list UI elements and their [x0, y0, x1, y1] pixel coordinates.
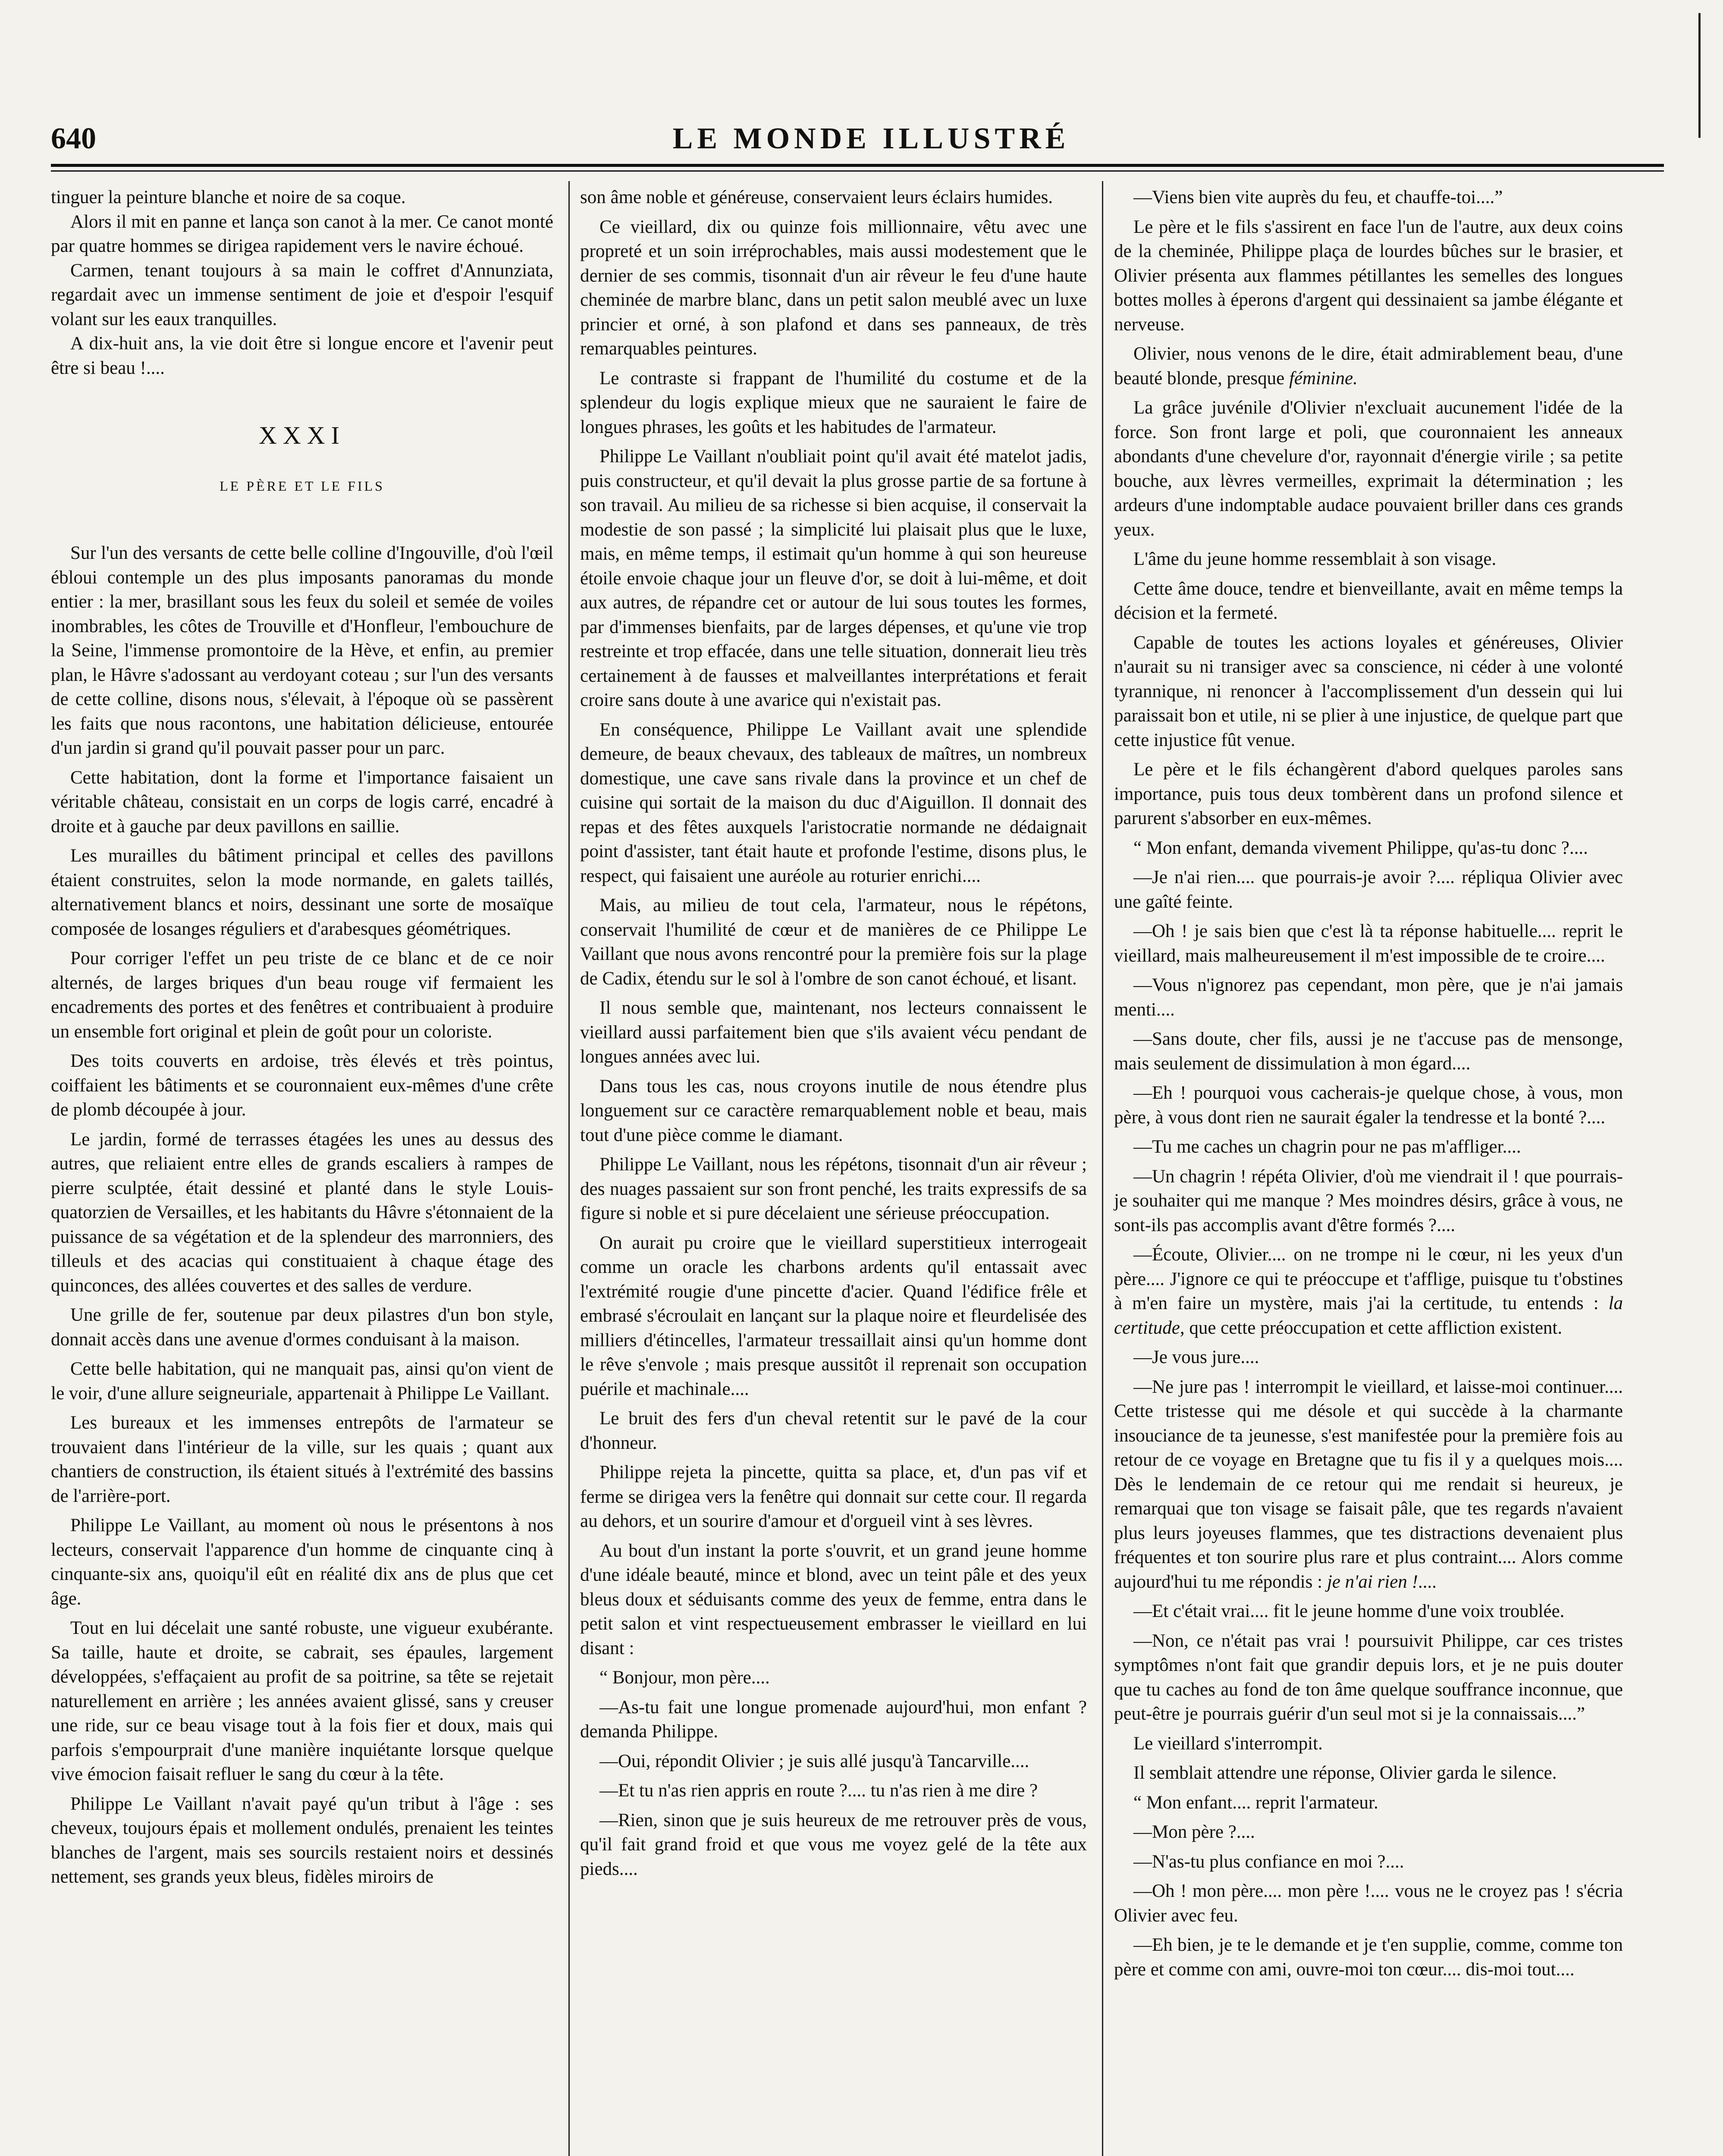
dialogue-line: “ Mon enfant, demanda vivement Philippe, qu'as-tu donc ?....: [1133, 837, 1588, 858]
paragraph: Le contraste si frappant de l'humilité du costume et de la splendeur du logis explique mieux que ne sauraient le faire de longues phrases, les goûts et les habitudes de l'armateur.: [580, 368, 1087, 437]
text-column-1: [51, 185, 553, 1890]
paragraph: Le jardin, formé de terrasses étagées les unes au dessus des autres, que reliaient entre elles de grands escaliers à rampes de pierre sculptée, était dessiné et planté dans le style Louis-quatorzien de Versailles, et les habitants du Hâvre s'étonnaient de la puissance de sa végétation et de la splendeur des marronniers, des tilleuls et des acacias qui constituaient à chaque étage des quinconces, des allées couvertes et des salles de verdure.: [51, 1129, 553, 1296]
paragraph: son âme noble et généreuse, conservaient leurs éclairs humides.: [580, 187, 1053, 207]
paragraph: Cette belle habitation, qui ne manquait pas, ainsi qu'on vient de le voir, d'une allure seigneuriale, appartenait à Philippe Le Vaillant.: [51, 1359, 553, 1404]
paragraph: Sur l'un des versants de cette belle colline d'Ingouville, d'où l'œil ébloui contemple un des plus imposants panoramas du monde entier : la mer, brasillant sous les feux du soleil et semée de voiles inombrables, les côtes de Trouville et d'Honfleur, l'embouchure de la Seine, l'immense promontoire de la Hève, et enfin, au premier plan, le Hâvre s'adossant au verdoyant coteau ; sur l'un des versants de cette colline, disons nous, s'élevait, à l'époque où se passèrent les faits que nous racontons, une habitation délicieuse, entourée d'un jardin si grand qu'il pouvait passer pour un parc.: [51, 543, 553, 758]
binding-edge-mark: [1698, 13, 1701, 138]
paragraph: Les murailles du bâtiment principal et celles des pavillons étaient construites, selon la mode normande, en galets taillés, alternativement blancs et noirs, dessinant une sorte de mosaïque composée de losanges réguliers et d'arabesques géométriques.: [51, 846, 553, 939]
paragraph: Le père et le fils s'assirent en face l'un de l'autre, aux deux coins de la cheminée, Philippe plaça de lourdes bûches sur le brasier, et Olivier présenta aux flammes pétillantes les semelles des longues bottes molles à éperons d'argent qui dessinaient sa jambe élégante et nerveuse.: [1114, 216, 1623, 335]
dialogue-line: —Eh bien, je te le demande et je t'en supplie, comme, comme ton père et comme con ami, ouvre-moi ton cœur.... dis-moi tout....: [1114, 1935, 1623, 1980]
paragraph: Une grille de fer, soutenue par deux pilastres d'un bon style, donnait accès dans une avenue d'ormes conduisant à la maison.: [51, 1305, 553, 1350]
dialogue-line: —Oh ! je sais bien que c'est là ta réponse habituelle.... reprit le vieillard, mais malheureusement il m'est impossible de te croire....: [1114, 921, 1623, 966]
paragraph: Tout en lui décelait une santé robuste, une vigueur exubérante. Sa taille, haute et droite, se cabrait, ses épaules, largement développées, s'effaçaient au profit de sa poitrine, sa tête se rejetait naturellement en arrière ; les années avaient glissé, sans y creuser une ride, sur ce beau visage tout à la fois fier et doux, mais qui parfois s'empourprait d'une manière inquiétante lorsque quelque vive émocion faisait refluer le sang du cœur à la tête.: [51, 1618, 553, 1784]
chapter-number: XXXI: [259, 421, 345, 449]
dialogue-line: —Oh ! mon père.... mon père !.... vous ne le croyez pas ! s'écria Olivier avec feu.: [1114, 1881, 1623, 1926]
paragraph: Le vieillard s'interrompit.: [1133, 1733, 1323, 1754]
paragraph: Le bruit des fers d'un cheval retentit sur le pavé de la cour d'honneur.: [580, 1408, 1087, 1453]
text-run: ....: [1418, 1571, 1437, 1592]
dialogue-line: “ Bonjour, mon père....: [599, 1667, 770, 1688]
dialogue-line: [1114, 1375, 1623, 1595]
paragraph: Pour corriger l'effet un peu triste de ce blanc et de ce noir alternés, de larges briques d'un beau rouge vif fermaient les encadrements des portes et des fenêtres et contribuaient à produire un ensemble fort original et plein de goût pour un coloriste.: [51, 948, 553, 1042]
paragraph: Le père et le fils échangèrent d'abord quelques paroles sans importance, puis tous deux tombèrent dans un profond silence et parurent s'absorber en eux-mêmes.: [1114, 759, 1623, 828]
italic-emphasis: je n'ai rien !: [1327, 1571, 1418, 1592]
paragraph: Philippe Le Vaillant n'avait payé qu'un tribut à l'âge : ses cheveux, toujours épais et mollement ondulés, prenaient les teintes blanches de l'argent, mais ses sourcils restaient noirs et dessinés nettement, ses grands yeux bleus, fidèles miroirs de: [51, 1793, 553, 1887]
paragraph: [1114, 342, 1623, 391]
italic-emphasis: la certitude: [1114, 1293, 1623, 1338]
paragraph: La grâce juvénile d'Olivier n'excluait aucunement l'idée de la force. Son front large et poli, que couronnaient les anneaux abondants d'une chevelure d'or, rayonnait d'énergie virile ; sa petite bouche, aux lèvres vermeilles, exprimait la détermination ; les ardeurs d'une indomptable audace pouvaient briller dans ces grands yeux.: [1114, 398, 1623, 540]
text-run: —Écoute, Olivier.... on ne trompe ni le cœur, ni les yeux d'un père.... J'ignore ce qui te préoccupe et t'afflige, puisque tu t'obstines à m'en faire un mystère, mais j'ai la certitude, tu entends :: [1114, 1244, 1623, 1313]
paragraph: On aurait pu croire que le vieillard superstitieux interrogeait comme un oracle les charbons ardents qu'il entassait avec l'extrémité rougie d'une pincette d'acier. Quand l'édifice frêle et embrasé s'écroulait en lançant sur la plaque noire et fleurdelisée des milliers d'étincelles, l'armateur tressaillait ainsi qu'un homme dont le rêve s'envole ; mais presque aussitôt il reprenait son occupation puérile et machinale....: [580, 1232, 1087, 1399]
paragraph: Philippe Le Vaillant, au moment où nous le présentons à nos lecteurs, conservait l'apparence d'un homme de cinquante cinq à cinquante-six ans, quoiqu'il eût en réalité dix ans de plus que cet âge.: [51, 1515, 553, 1609]
column-divider: [1102, 181, 1103, 2156]
dialogue-line: —N'as-tu plus confiance en moi ?....: [1133, 1851, 1404, 1872]
dialogue-line: —Je n'ai rien.... que pourrais-je avoir ?.... répliqua Olivier avec une gaîté feinte.: [1114, 867, 1623, 912]
paragraph: Dans tous les cas, nous croyons inutile de nous étendre plus longuement sur ce caractère remarquablement noble et beau, mais tout d'une pièce comme le diamant.: [580, 1076, 1087, 1145]
header-rule-thin: [51, 170, 1664, 172]
paragraph: Philippe rejeta la pincette, quitta sa place, et, d'un pas vif et ferme se dirigea vers la fenêtre qui donnait sur cette cour. Il regarda au dehors, et un sourire d'amour et d'orgueil vint à ses lèvres.: [580, 1462, 1087, 1531]
paragraph: Les bureaux et les immenses entrepôts de l'armateur se trouvaient dans l'intérieur de la ville, sur les quais ; quant aux chantiers de construction, ils étaient situés à l'extrémité des bassins de l'arrière-port.: [51, 1413, 553, 1506]
text-run: —Ne jure pas ! interrompit le vieillard, et laisse-moi continuer.... Cette tristesse qui me désole et qui succède à la charmante insouciance de ta jeunesse, s'est manifestée pour la première fois au retour de ce voyage en Bretagne que tu fis il y a quelques mois.... Dès le lendemain de ce retour qui me rendait si heureux, je remarquai que ton visage se faisait pâle, que tes regards n'avaient plus leurs joyeuses flammes, que tes distractions devenaient plus fréquentes et ton sourire plus rare et plus contraint.... Alors comme aujourd'hui tu me répondis :: [1114, 1376, 1623, 1592]
paragraph: Cette habitation, dont la forme et l'importance faisaient un véritable château, consistait en un corps de logis carré, encadré à droite et à gauche par deux pavillons en saillie.: [51, 767, 553, 837]
paragraph: En conséquence, Philippe Le Vaillant avait une splendide demeure, de beaux chevaux, des tableaux de maîtres, un nombreux domestique, une cave sans rivale dans la province et un chef de cuisine qui sortait de la maison du duc d'Aiguillon. Il donnait des repas et des fêtes auxquels l'aristocratie normande ne dédaignait point d'assister, tant était haute et profonde l'estime, disons plus, le respect, qui faisaient une auréole au roturier enrichi....: [580, 719, 1087, 886]
paragraph: Capable de toutes les actions loyales et généreuses, Olivier n'aurait su ni transiger avec sa conscience, ni céder à une volonté tyrannique, ni renoncer à l'accomplissement d'un dessein qui lui paraissait bon et utile, ni se plier à une injustice, de quelque part que cette injustice fût venue.: [1114, 632, 1623, 750]
dialogue-line: —Vous n'ignorez pas cependant, mon père, que je n'ai jamais menti....: [1114, 975, 1623, 1020]
dialogue-line: —Rien, sinon que je suis heureux de me retrouver près de vous, qu'il fait grand froid et que vous me voyez gelé de la tête aux pieds....: [580, 1810, 1087, 1879]
paragraph: Alors il mit en panne et lança son canot à la mer. Ce canot monté par quatre hommes se dirigea rapidement vers le navire échoué.: [51, 211, 553, 256]
dialogue-line: —Tu me caches un chagrin pour ne pas m'affliger....: [1133, 1137, 1521, 1157]
dialogue-line: —Oui, répondit Olivier ; je suis allé jusqu'à Tancarville....: [599, 1751, 1029, 1771]
page-number: 640: [51, 122, 96, 155]
paragraph: Philippe Le Vaillant, nous les répétons, tisonnait d'un air rêveur ; des nuages passaient sur son front penché, les traits expressifs de sa figure si noble et si pure décelaient une sérieuse préoccupation.: [580, 1154, 1087, 1223]
paragraph: Ce vieillard, dix ou quinze fois millionnaire, vêtu avec une propreté et un soin irréprochables, mais aussi modestement que le dernier de ses commis, tisonnait d'un air rêveur le feu d'une haute cheminée de marbre blanc, dans un petit salon meublé avec un luxe princier et orné, à son plafond et dans ses panneaux, de très remarquables peintures.: [580, 216, 1087, 359]
dialogue-line: [1114, 1243, 1623, 1340]
header-rule-thick: [51, 164, 1664, 167]
text-run: , que cette préoccupation et cette affliction existent.: [1180, 1317, 1563, 1338]
dialogue-line: —Eh ! pourquoi vous cacherais-je quelque chose, à vous, mon père, à vous dont rien ne saurait égaler la tendresse et la bonté ?....: [1114, 1083, 1623, 1128]
chapter-title: LE PÈRE ET LE FILS: [220, 478, 385, 494]
paragraph: Mais, au milieu de tout cela, l'armateur, nous le répétons, conservait l'humilité de cœur et de manières de ce Philippe Le Vaillant que nous avons rencontré pour la première fois sur la plage de Cadix, étendu sur le sol à l'ombre de son canot échoué, et lisant.: [580, 895, 1087, 989]
paragraph: Il semblait attendre une réponse, Olivier garda le silence.: [1133, 1763, 1557, 1783]
dialogue-line: —Viens bien vite auprès du feu, et chauffe-toi....”: [1133, 187, 1503, 207]
paragraph: Des toits couverts en ardoise, très élevés et très pointus, coiffaient les bâtiments et se couronnaient eux-mêmes d'une crête de plomb découpée à jour.: [51, 1051, 553, 1120]
paragraph: Il nous semble que, maintenant, nos lecteurs connaissent le vieillard aussi parfaitement bien que s'ils avaient vécu pendant de longues années avec lui.: [580, 998, 1087, 1067]
dialogue-line: —Et tu n'as rien appris en route ?.... tu n'as rien à me dire ?: [599, 1780, 1038, 1801]
text-column-3: [1114, 185, 1623, 1982]
dialogue-line: —Non, ce n'était pas vrai ! poursuivit Philippe, car ces tristes symptômes n'ont fait que grandir depuis lors, et je ne puis douter que tu caches au fond de ton âme quelque souffrance inconnue, que peut-être je pourrais guérir d'un seul mot si je la connaissais....”: [1114, 1630, 1623, 1724]
dialogue-line: “ Mon enfant.... reprit l'armateur.: [1133, 1792, 1378, 1813]
journal-title: LE MONDE ILLUSTRÉ: [672, 122, 1070, 155]
dialogue-line: —Et c'était vrai.... fit le jeune homme d'une voix troublée.: [1133, 1601, 1565, 1621]
paragraph: tinguer la peinture blanche et noire de sa coque.: [51, 187, 406, 207]
paragraph: L'âme du jeune homme ressemblait à son visage.: [1133, 549, 1497, 569]
paragraph: A dix-huit ans, la vie doit être si longue encore et l'avenir peut être si beau !....: [51, 333, 553, 378]
dialogue-line: —Je vous jure....: [1133, 1347, 1259, 1367]
dialogue-line: —Mon père ?....: [1133, 1822, 1255, 1842]
paragraph: Cette âme douce, tendre et bienveillante, avait en même temps la décision et la fermeté.: [1114, 578, 1623, 623]
paragraph: Philippe Le Vaillant n'oubliait point qu'il avait été matelot jadis, puis constructeur, et qu'il devait la plus grosse partie de sa fortune à son travail. Au milieu de sa richesse si bien acquise, il conservait la modestie de son passé ; la simplicité lui plaisait plus que le luxe, mais, en même temps, il estimait qu'un homme à qui son heureuse étoile envoie chaque jour un fleuve d'or, se doit à lui-même, et doit aux autres, de répandre cet or autour de lui sous toutes les formes, par d'immenses bienfaits, par de larges dépenses, et qu'une vie trop restreinte et trop effacée, dans une telle situation, donnerait lieu très certainement à de fausses et malveillantes interprétations et ferait croire sans doute à une avarice qui n'existait pas.: [580, 446, 1087, 710]
text-run: Olivier, nous venons de le dire, était admirablement beau, d'une beauté blonde, presque: [1114, 344, 1623, 389]
paragraph: Au bout d'un instant la porte s'ouvrit, et un grand jeune homme d'une idéale beauté, mince et blond, avec un teint pâle et des yeux bleus doux et séduisants comme des yeux de femme, entra dans le petit salon et vint respectueusement embrasser le vieillard en lui disant :: [580, 1540, 1087, 1658]
italic-emphasis: féminine.: [1289, 368, 1358, 389]
column-divider: [568, 181, 570, 2156]
dialogue-line: —Sans doute, cher fils, aussi je ne t'accuse pas de mensonge, mais seulement de dissimulation à mon égard....: [1114, 1029, 1623, 1074]
paragraph: Carmen, tenant toujours à sa main le coffret d'Annunziata, regardait avec un immense sentiment de joie et d'espoir l'esquif volant sur les eaux tranquilles.: [51, 260, 553, 329]
dialogue-line: —As-tu fait une longue promenade aujourd'hui, mon enfant ? demanda Philippe.: [580, 1697, 1087, 1742]
dialogue-line: —Un chagrin ! répéta Olivier, d'où me viendrait il ! que pourrais-je souhaiter qui me manque ? Mes moindres désirs, grâce à vous, ne sont-ils pas accomplis avant d'être formés ?....: [1114, 1166, 1623, 1235]
text-column-2: [580, 185, 1087, 1881]
